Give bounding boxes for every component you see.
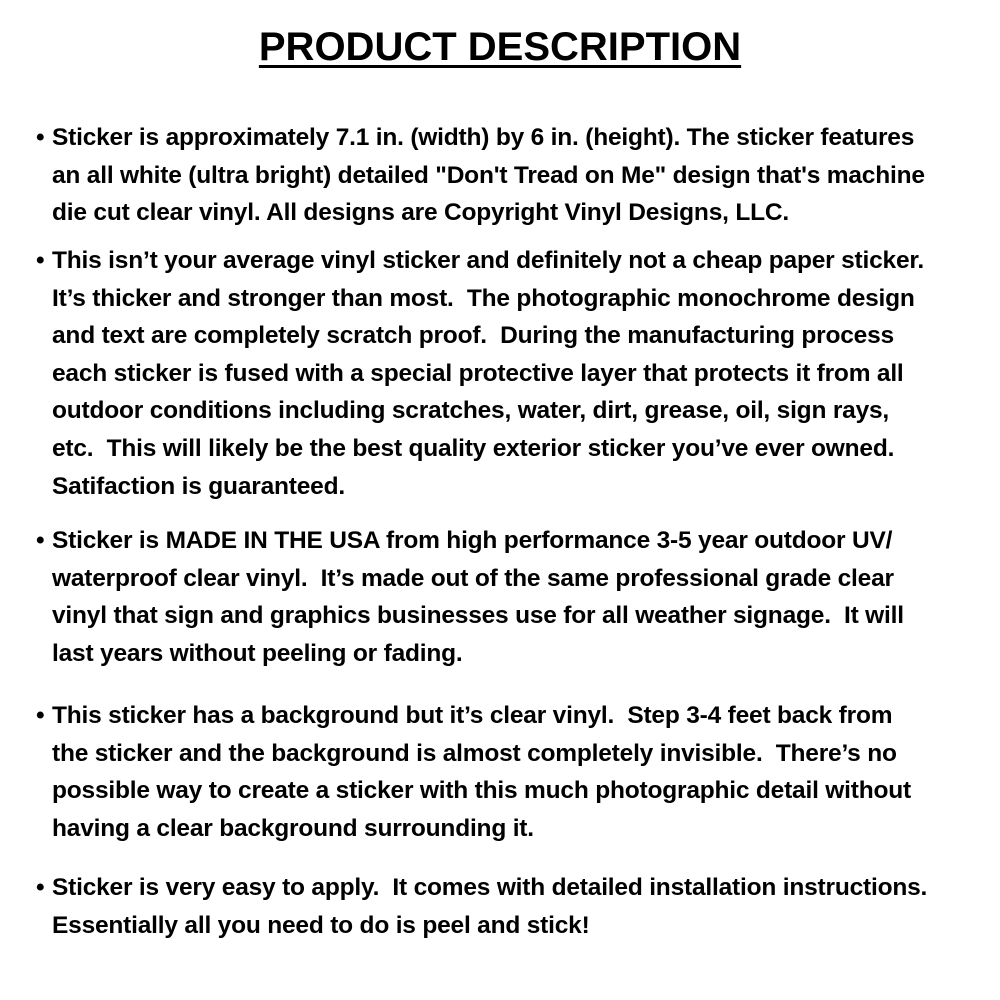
bullet-text [36, 242, 976, 505]
bullet-line: die cut clear vinyl. All designs are Copyright Vinyl Designs, LLC. [52, 199, 789, 227]
bullet-line: etc. This will likely be the best quality exterior sticker you’ve ever owned. [52, 434, 895, 462]
bullet-line: It’s thicker and stronger than most. The photographic monochrome design [52, 284, 915, 312]
bullet-line: This isn’t your average vinyl sticker and definitely not a cheap paper sticker. [52, 247, 924, 274]
bullet-line: waterproof clear vinyl. It’s made out of the same professional grade clear [52, 564, 894, 592]
bullet-line: Sticker is very easy to apply. It comes with detailed installation instructions. [52, 874, 928, 901]
bullet-quality [36, 242, 976, 505]
bullet-line: each sticker is fused with a special protective layer that protects it from all [52, 359, 904, 387]
page-title [0, 22, 1000, 72]
bullet-line: outdoor conditions including scratches, water, dirt, grease, oil, sign rays, [52, 397, 890, 425]
bullet-line: and text are completely scratch proof. During the manufacturing process [52, 322, 894, 350]
bullet-easy-to-apply [36, 869, 976, 944]
bullet-made-in-usa [36, 522, 976, 672]
bullet-line: This sticker has a background but it’s clear vinyl. Step 3-4 feet back from [52, 702, 893, 729]
bullet-icon: • [36, 874, 45, 901]
bullet-icon: • [36, 702, 45, 729]
bullet-text [36, 119, 976, 232]
bullet-text [36, 697, 976, 847]
bullet-line: vinyl that sign and graphics businesses use for all weather signage. It will [52, 602, 904, 630]
bullet-text [36, 869, 976, 944]
bullet-size-and-design [36, 119, 976, 232]
bullet-line: an all white (ultra bright) detailed "Don't Tread on Me" design that's machine [52, 161, 925, 189]
bullet-line: Sticker is MADE IN THE USA from high performance 3-5 year outdoor UV/ [52, 527, 893, 554]
bullet-icon: • [36, 247, 45, 274]
bullet-line: Satifaction is guaranteed. [52, 472, 345, 500]
bullet-line: last years without peeling or fading. [52, 639, 463, 667]
bullet-clear-background [36, 697, 976, 847]
bullet-line: having a clear background surrounding it. [52, 814, 534, 842]
page-title-text: PRODUCT DESCRIPTION [258, 25, 742, 69]
bullet-line: Sticker is approximately 7.1 in. (width) by 6 in. (height). The sticker features [52, 124, 915, 151]
bullet-line: possible way to create a sticker with this much photographic detail without [52, 777, 911, 805]
bullet-line: Essentially all you need to do is peel and stick! [52, 911, 590, 939]
bullet-text [36, 522, 976, 672]
bullet-line: the sticker and the background is almost completely invisible. There’s no [52, 739, 897, 767]
bullet-icon: • [36, 124, 45, 151]
bullet-icon: • [36, 527, 45, 554]
